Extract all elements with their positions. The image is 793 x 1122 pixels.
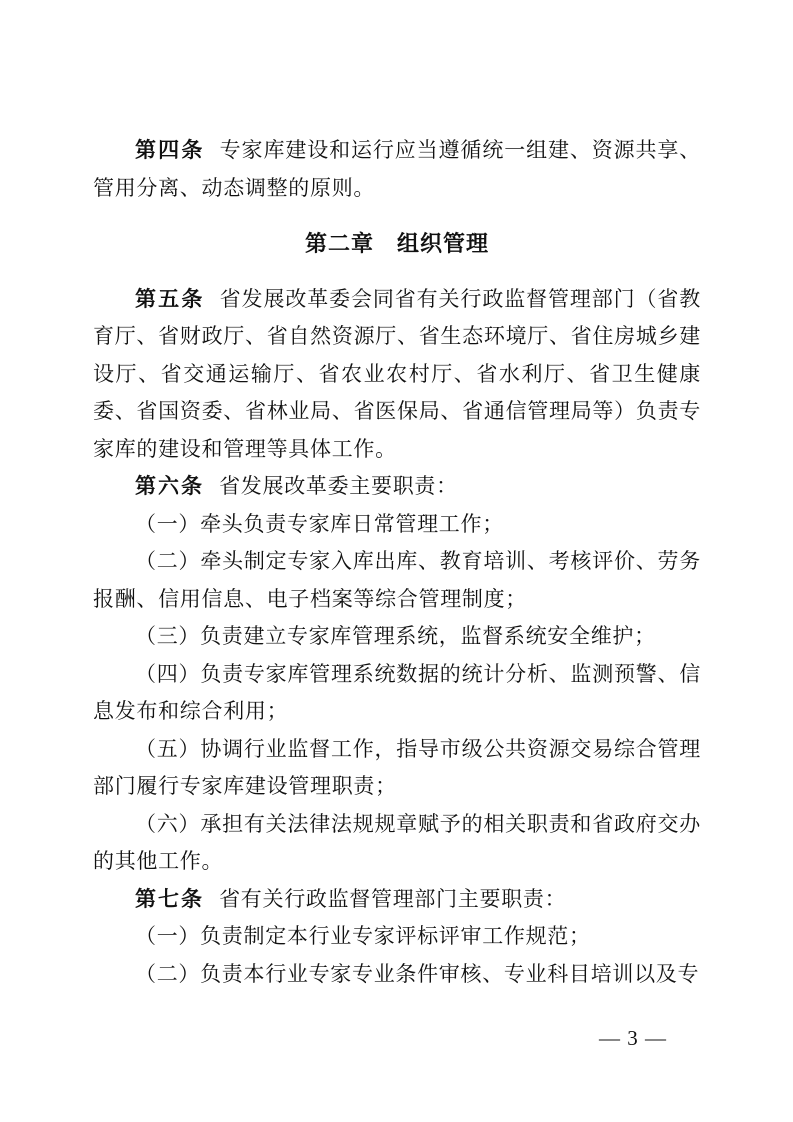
paragraph-text: （四）负责专家库管理系统数据的统计分析、监测预警、信息发布和综合利用； [93, 661, 701, 723]
paragraph-text: （一）牵头负责专家库日常管理工作； [135, 511, 504, 536]
clause-paragraph [93, 618, 701, 656]
clause-paragraph [93, 806, 701, 881]
clause-paragraph [93, 543, 701, 618]
article-paragraph [93, 132, 701, 207]
article-number-label: 第六条 [135, 475, 204, 498]
clause-paragraph [93, 918, 701, 956]
paragraph-text: 省有关行政监督管理部门主要职责： [219, 886, 567, 911]
paragraph-text: 省发展改革委主要职责： [219, 474, 458, 498]
article-number-label: 第七条 [135, 887, 204, 911]
chapter-heading-text: 第二章 组织管理 [304, 231, 489, 256]
page-number [574, 1001, 667, 1076]
chapter-heading [93, 225, 701, 263]
article-paragraph [93, 468, 701, 506]
article-paragraph [93, 881, 701, 919]
article-number-label: 第四条 [135, 139, 205, 162]
page-number-text: — 3 — [599, 1026, 667, 1050]
document-body [93, 132, 701, 993]
clause-paragraph [93, 656, 701, 731]
paragraph-text: （二）负责本行业专家专业条件审核、专业科目培训以及专 [135, 961, 700, 986]
paragraph-text: 省发展改革委会同省有关行政监督管理部门（省教育厅、省财政厅、省自然资源厅、省生态环境厅、省住房城乡建设厅、省交通运输厅、省农业农村厅、省水利厅、省卫生健康委、省国资委、省林业局、省医保局、省通信管理局等）负责专家库的建设和管理等具体工作。 [93, 286, 701, 461]
paragraph-text: （二）牵头制定专家入库出库、教育培训、考核评价、劳务报酬、信用信息、电子档案等综合管理制度； [93, 549, 701, 611]
paragraph-text: （三）负责建立专家库管理系统，监督系统安全维护； [135, 624, 656, 648]
clause-paragraph [93, 956, 701, 994]
paragraph-text: （六）承担有关法律法规规章赋予的相关职责和省政府交办的其他工作。 [93, 811, 701, 873]
article-number-label: 第五条 [135, 287, 205, 311]
paragraph-text: （一）负责制定本行业专家评标评审工作规范； [135, 924, 591, 948]
article-paragraph [93, 281, 701, 469]
paragraph-text: （五）协调行业监督工作，指导市级公共资源交易综合管理部门履行专家库建设管理职责； [93, 736, 701, 798]
paragraph-text: 专家库建设和运行应当遵循统一组建、资源共享、管用分离、动态调整的原则。 [93, 138, 701, 200]
clause-paragraph [93, 506, 701, 544]
clause-paragraph [93, 731, 701, 806]
